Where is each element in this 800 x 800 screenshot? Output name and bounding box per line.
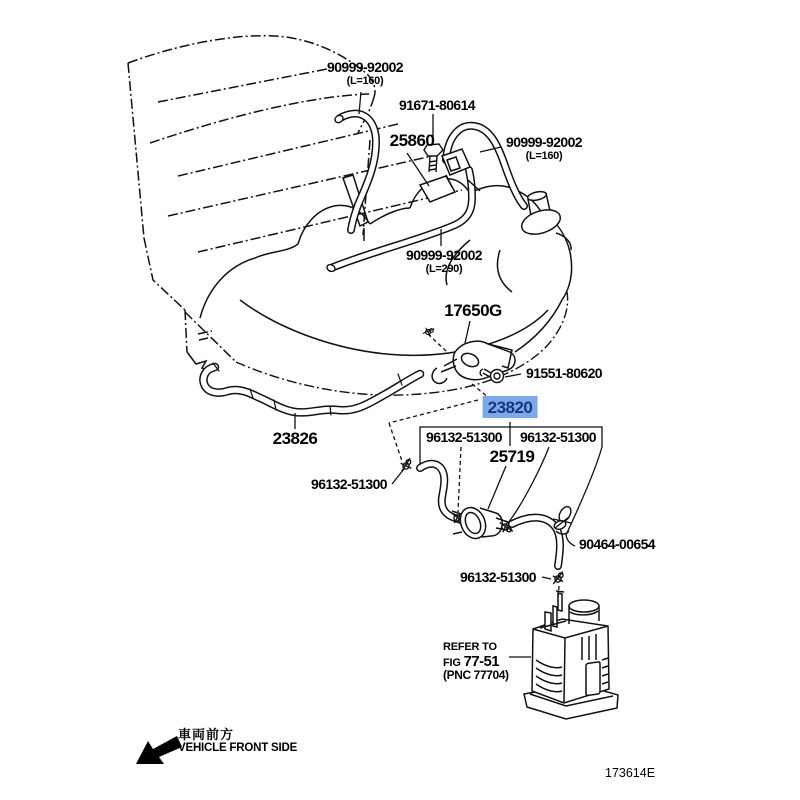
label-23820-highlighted[interactable] (483, 399, 538, 416)
part-number: 25860 (389, 131, 435, 150)
vehicle-front-label-jp: 車両前方 (178, 727, 235, 742)
label-clamp-left (311, 477, 387, 491)
label-vsv-mid (444, 302, 502, 319)
label-clip-90464 (579, 537, 655, 551)
intake-plenum (187, 175, 572, 372)
part-number: 25719 (489, 447, 535, 466)
label-hose-top-right (506, 135, 582, 162)
part-number: 96132-51300 (520, 429, 596, 445)
label-bolt-top (399, 98, 475, 112)
vehicle-front-label-en: VEHICLE FRONT SIDE (178, 742, 298, 754)
part-number: 91671-80614 (399, 97, 475, 113)
label-vsv-top (390, 132, 435, 149)
clamp-96132-bottom (551, 572, 564, 584)
label-clamp-a (426, 430, 502, 444)
part-number: 91551-80620 (526, 365, 602, 381)
label-23826 (273, 430, 318, 447)
label-bolt-mid (526, 366, 602, 380)
charcoal-canister (524, 591, 618, 719)
drawing-code: 173614E (605, 766, 656, 780)
engine-outline (128, 36, 462, 362)
part-number: 90999-92002 (506, 134, 582, 150)
clamp-96132-left (399, 458, 413, 471)
highlighted-part-number[interactable]: 23820 (483, 396, 538, 418)
label-25719 (490, 448, 535, 465)
note-fig: FIG 77-51 (443, 652, 499, 670)
part-number: 96132-51300 (460, 569, 536, 585)
part-number: 17650G (444, 301, 502, 320)
part-number: 90999-92002 (327, 59, 403, 75)
part-length: (L=160) (346, 75, 384, 87)
hoses (203, 114, 560, 566)
part-length: (L=290) (425, 263, 463, 275)
part-number: 90999-92002 (406, 247, 482, 263)
canister-reference-note (443, 642, 509, 682)
part-length: (L=160) (525, 150, 563, 162)
vehicle-front-arrow-icon (136, 736, 182, 764)
note-pnc: (PNC 77704) (443, 668, 509, 683)
label-clamp-bottom (460, 570, 536, 584)
part-number: 96132-51300 (311, 476, 387, 492)
label-clamp-b (520, 430, 596, 444)
label-hose-mid (406, 248, 482, 275)
part-number: 23826 (272, 429, 318, 448)
note-refer-to: REFER TO (443, 641, 497, 653)
part-number: 96132-51300 (426, 429, 502, 445)
part-number: 90464-00654 (579, 536, 655, 552)
label-hose-top-left (327, 60, 403, 87)
